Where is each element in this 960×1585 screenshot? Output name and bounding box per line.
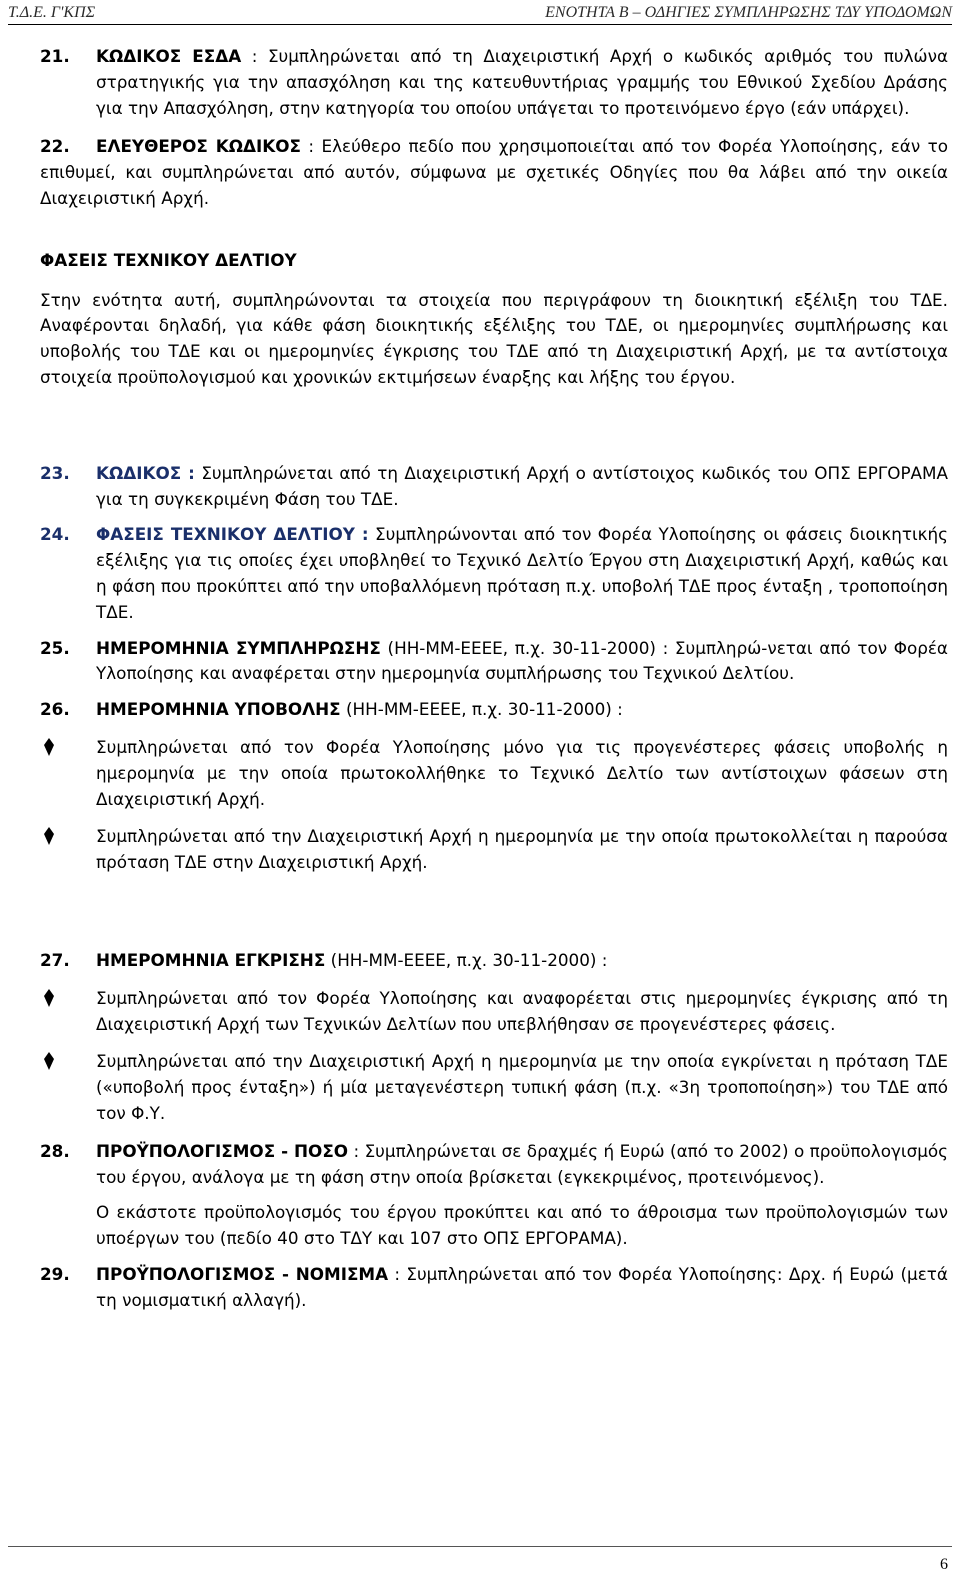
item-title: ΠΡΟΫΠΟΛΟΓΙΣΜΟΣ - ΠΟΣΟ xyxy=(96,1140,349,1161)
item-number: 23. xyxy=(40,462,70,483)
item-number: 21. xyxy=(40,46,70,66)
diamond-bullet-icon xyxy=(42,1050,56,1072)
diamond-bullet-icon xyxy=(42,987,56,1009)
document-body xyxy=(40,44,948,1313)
item-text: (ΗΗ-ΜΜ-ΕΕΕΕ, π.χ. 30-11-2000) : xyxy=(340,699,623,720)
page-header xyxy=(8,4,952,26)
item-text: : Συμπληρώνεται από τη Διαχειριστική Αρχή ο κωδικός αριθμός του πυλώνα στρατηγικής για την απασχόληση και της κατευθυντήριας γραμμής του Εθνικού Σχεδίου Δράσης για την Απασχόληση, στην κατηγορία του οποίου υπάγεται το προτεινόμενο έργο (εάν υπάρχει). xyxy=(96,46,949,118)
item-27 xyxy=(40,948,948,974)
item-title: ΗΜΕΡΟΜΗΝΙΑ ΣΥΜΠΛΗΡΩΣΗΣ xyxy=(96,637,381,658)
page-number: 6 xyxy=(940,1556,948,1573)
item-text: : Ελεύθερο πεδίο που χρησιμοποιείται από τον Φορέα Υλοποίησης, εάν το επιθυμεί, και συμπληρώνεται από αυτόν, σύμφωνα με σχετικές Οδηγίες που θα λάβει από την οικεία Διαχειριστική Αρχή. xyxy=(40,136,948,208)
item-26 xyxy=(40,697,948,723)
item-text: : Συμπληρώνεται σε δραχμές ή Ευρώ (από το 2002) ο προϋπολογισμός του έργου, ανάλογα με τη φάση στην οποία βρίσκεται (εγκεκριμένος, προτεινόμενος). xyxy=(96,1140,948,1187)
item-28 xyxy=(40,1139,948,1252)
item-title: ΦΑΣΕΙΣ ΤΕΧΝΙΚΟΥ ΔΕΛΤΙΟΥ : xyxy=(96,524,369,545)
item-29 xyxy=(40,1262,948,1314)
item-22 xyxy=(40,134,948,211)
item-number: 29. xyxy=(40,1263,70,1284)
list-item xyxy=(40,735,948,812)
item-title: ΚΩΔΙΚΟΣ ΕΣΔΑ xyxy=(96,46,242,66)
item-title: ΚΩΔΙΚΟΣ : xyxy=(96,462,195,483)
list-item xyxy=(40,986,948,1038)
item-text: Συμπληρώνεται από τη Διαχειριστική Αρχή ο αντίστοιχος κωδικός του ΟΠΣ ΕΡΓΟΡΑΜΑ για τη συγκεκριμένη Φάση του ΤΔΕ. xyxy=(96,462,948,509)
footer-divider xyxy=(8,1546,952,1547)
item-text: : Συμπληρώνεται από τον Φορέα Υλοποίησης: Δρχ. ή Ευρώ (μετά τη νομισματική αλλαγή). xyxy=(96,1263,948,1310)
diamond-bullet-icon xyxy=(42,825,56,847)
item-number: 22. xyxy=(40,136,70,157)
item-25 xyxy=(40,636,948,688)
list-item xyxy=(40,1049,948,1126)
section-title: ΦΑΣΕΙΣ ΤΕΧΝΙΚΟΥ ΔΕΛΤΙΟΥ xyxy=(40,249,297,270)
bullet-text: Συμπληρώνεται από την Διαχειριστική Αρχή η ημερομηνία με την οποία εγκρίνεται η πρόταση ΤΔΕ («υποβολή προς ένταξη») ή μία μεταγενέστερη τυπική φάση (π.χ. «3η τροποποίηση») του ΤΔΕ από τον Φ.Υ. xyxy=(96,1051,948,1123)
bullet-text: Συμπληρώνεται από την Διαχειριστική Αρχή η ημερομηνία με την οποία πρωτοκολλείται η παρούσα πρόταση ΤΔΕ στην Διαχειριστική Αρχή. xyxy=(96,826,948,873)
item-number: 24. xyxy=(40,524,70,545)
list-item xyxy=(40,824,948,876)
section-text: Στην ενότητα αυτή, συμπληρώνονται τα στοιχεία που περιγράφουν τη διοικητική εξέλιξη του ΤΔΕ. Αναφέρονται δηλαδή, για κάθε φάση διοικητικής εξέλιξης του ΤΔΕ, οι ημερομηνίες συμπλήρωσης και υποβολής του ΤΔΕ και οι ημερομηνίες έγκρισης του ΤΔΕ από τη Διαχειριστική Αρχή, με τα αντίστοιχα στοιχεία προϋπολογισμού και χρονικών εκτιμήσεων έναρξης και λήξης του έργου. xyxy=(40,289,948,387)
item-title: ΗΜΕΡΟΜΗΝΙΑ ΥΠΟΒΟΛΗΣ xyxy=(96,699,341,720)
item-number: 28. xyxy=(40,1140,70,1161)
item-number: 27. xyxy=(40,949,70,970)
diamond-bullet-icon xyxy=(42,736,56,758)
item-extra-text: Ο εκάστοτε προϋπολογισμός του έργου προκύπτει και από το άθροισμα των προϋπολογισμών των υποέργων του (πεδίο 40 στο ΤΔΥ και 107 στο ΟΠΣ ΕΡΓΟΡΑΜΑ). xyxy=(96,1202,948,1249)
bullet-text: Συμπληρώνεται από τον Φορέα Υλοποίησης και αναφορέεται στις ημερομηνίες έγκρισης από τη Διαχειριστική Αρχή των Τεχνικών Δελτίων που υπεβλήθησαν σε προγενέστερες φάσεις. xyxy=(96,987,948,1034)
header-right: ΕΝΟΤΗΤΑ Β – ΟΔΗΓΙΕΣ ΣΥΜΠΛΗΡΩΣΗΣ ΤΔΥ ΥΠΟΔΟΜΩΝ xyxy=(545,4,952,21)
item-text: Συμπληρώνονται από τον Φορέα Υλοποίησης οι φάσεις διοικητικής εξέλιξης για τις οποίες έχει υποβληθεί το Τεχνικό Δελτίο Έργου στη Διαχειριστική Αρχή, καθώς και η φάση που προκύπτει από την υποβαλλόμενη πρόταση π.χ. υποβολή ΤΔΕ προς ένταξη , τροποποίηση ΤΔΕ. xyxy=(96,524,948,622)
item-text: (ΗΗ-ΜΜ-ΕΕΕΕ, π.χ. 30-11-2000) : xyxy=(325,949,608,970)
item-number: 25. xyxy=(40,637,70,658)
item-title: ΠΡΟΫΠΟΛΟΓΙΣΜΟΣ - ΝΟΜΙΣΜΑ xyxy=(96,1263,389,1284)
item-title: ΕΛΕΥΘΕΡΟΣ ΚΩΔΙΚΟΣ xyxy=(96,136,301,157)
header-left: Τ.Δ.Ε. Γ'ΚΠΣ xyxy=(8,4,96,21)
item-23 xyxy=(40,461,948,513)
item-title: ΗΜΕΡΟΜΗΝΙΑ ΕΓΚΡΙΣΗΣ xyxy=(96,949,326,970)
bullet-text: Συμπληρώνεται από τον Φορέα Υλοποίησης μόνο για τις προγενέστερες φάσεις υποβολής η ημερομηνία με την οποία πρωτοκολλήθηκε το Τεχνικό Δελτίο των αντίστοιχων φάσεων στη Διαχειριστική Αρχή. xyxy=(96,736,948,809)
item-21 xyxy=(40,44,948,121)
item-number: 26. xyxy=(40,699,70,720)
header-divider xyxy=(8,24,952,25)
item-text: (ΗΗ-ΜΜ-ΕΕΕΕ, π.χ. 30-11-2000) : Συμπληρώ-νεται από τον Φορέα Υλοποίησης και αναφέρεται στην ημερομηνία συμπλήρωσης του Τεχνικού Δελτίου. xyxy=(96,637,948,684)
item-24 xyxy=(40,522,948,625)
